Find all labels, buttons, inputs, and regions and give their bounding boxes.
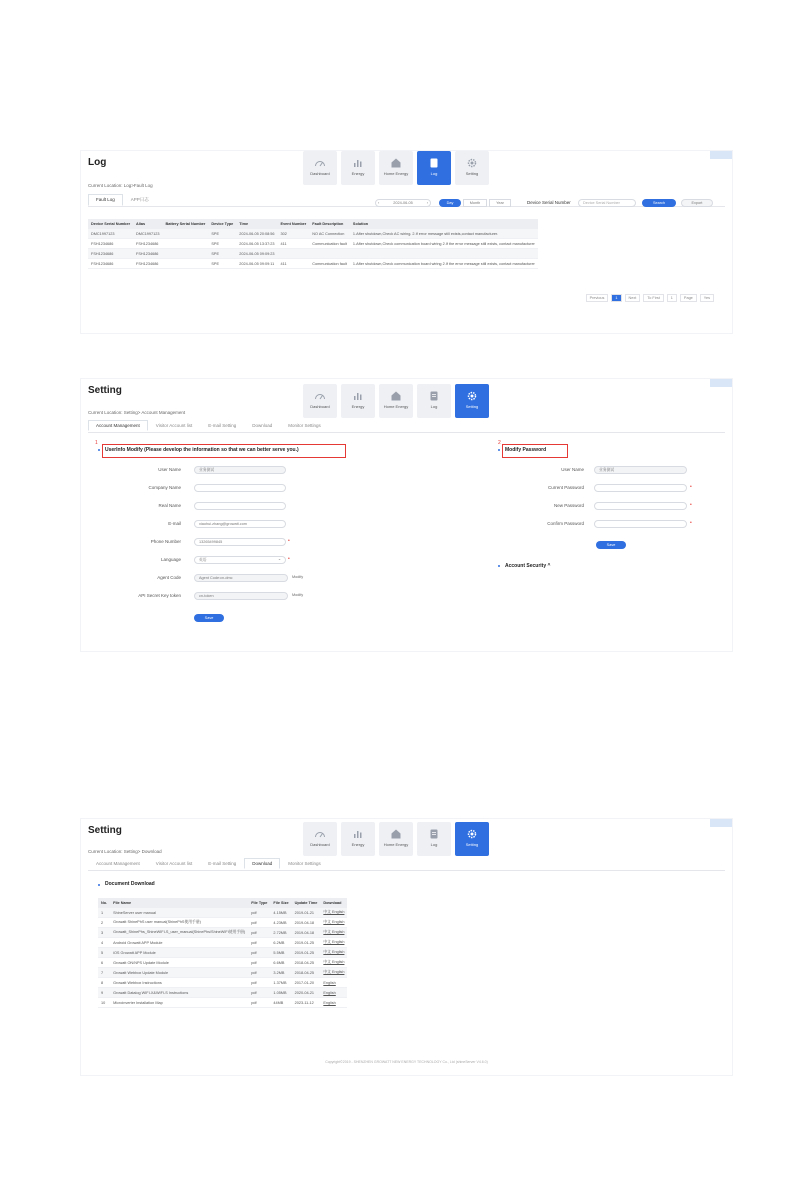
field-value: xiaohui.zhang@growatt.com <box>199 522 247 526</box>
password-field-label: Current Password <box>547 485 584 490</box>
chevron-right-icon[interactable]: › <box>426 201 428 205</box>
gear-icon <box>455 388 489 404</box>
table-cell: pdf <box>248 998 270 1008</box>
period-year-button[interactable]: Year <box>489 199 511 207</box>
section-bullet <box>498 449 500 451</box>
table-cell: 6.2MB <box>270 938 291 948</box>
tab-monitor-settings[interactable]: Monitor Settings <box>288 861 321 866</box>
section-bullet <box>98 449 100 451</box>
gauge-icon <box>303 155 337 171</box>
table-cell: 2018-04-25 <box>292 968 321 978</box>
table-cell[interactable]: 中文 English <box>320 958 347 968</box>
clipboard-icon <box>417 826 451 842</box>
nav-energy[interactable] <box>341 151 375 185</box>
password-input[interactable] <box>594 520 687 528</box>
field-label: Company Name <box>148 485 181 490</box>
table-cell: Communication fault <box>309 259 350 269</box>
page-title: Setting <box>88 385 122 396</box>
table-cell: FSH1234686 <box>133 249 162 259</box>
nav-log[interactable] <box>417 384 451 418</box>
corner-tag <box>710 151 732 159</box>
nav-dashboard[interactable] <box>303 822 337 856</box>
nav-setting[interactable] <box>455 822 489 856</box>
table-cell: 302 <box>278 229 310 239</box>
clipboard-icon <box>417 388 451 404</box>
field-value: 英语 <box>199 558 207 562</box>
column-header: No. <box>98 898 110 908</box>
section-bullet <box>98 884 100 886</box>
column-header: File Type <box>248 898 270 908</box>
nav-setting[interactable] <box>455 384 489 418</box>
table-cell: 2018-04-25 <box>292 958 321 968</box>
nav-label: Setting <box>465 842 479 847</box>
nav-home-energy[interactable] <box>379 151 413 185</box>
table-cell: pdf <box>248 938 270 948</box>
table-cell: SPE <box>208 249 236 259</box>
nav-label: Home Energy <box>383 842 409 847</box>
table-cell: pdf <box>248 988 270 998</box>
column-header: Time <box>236 219 277 229</box>
export-button[interactable]: Export <box>681 199 713 207</box>
table-cell: 2019-01-21 <box>292 908 321 918</box>
table-cell: FSH1234686 <box>88 239 133 249</box>
account-security-title[interactable] <box>505 563 550 569</box>
serial-label: Device Serial Number <box>527 200 571 205</box>
table-cell: Growatt_ShinePhs_ShineWIFI-S_user_manual(ShinePhs/ShineWIFI使用手册) <box>110 928 248 938</box>
nav-label: Dashboard <box>310 842 330 847</box>
table-cell: 8 <box>98 978 110 988</box>
column-header: Device Serial Number <box>88 219 133 229</box>
tab-monitor-settings[interactable]: Monitor Settings <box>288 423 321 428</box>
nav-setting[interactable] <box>455 151 489 185</box>
nav-label: Setting <box>465 171 479 176</box>
table-cell: 2024-06-05 13:37:23 <box>236 239 277 249</box>
nav-energy[interactable] <box>341 384 375 418</box>
date-picker[interactable] <box>375 199 431 207</box>
table-row <box>98 998 347 1008</box>
table-cell: 9 <box>98 988 110 998</box>
table-row <box>98 978 347 988</box>
table-cell: SPE <box>208 259 236 269</box>
table-cell: 5 <box>98 948 110 958</box>
breadcrumb: Current Location: Setting> Account Management <box>88 410 186 415</box>
modify-link[interactable]: Modify <box>292 575 304 579</box>
table-cell: pdf <box>248 928 270 938</box>
required-marker: • <box>288 556 290 562</box>
nav-energy[interactable] <box>341 822 375 856</box>
tab-e-mail-setting[interactable]: E-mail Setting <box>208 861 237 866</box>
table-cell <box>162 239 208 249</box>
nav-dashboard[interactable] <box>303 151 337 185</box>
table-cell: FSH1234686 <box>133 239 162 249</box>
language-select[interactable] <box>194 556 286 564</box>
field-label: Language <box>160 557 181 562</box>
pager-item[interactable]: Next <box>625 294 641 302</box>
log-panel <box>80 150 733 334</box>
chevron-left-icon[interactable]: ‹ <box>378 201 380 205</box>
serial-placeholder: Device Serial Number <box>583 201 620 205</box>
nav-label: Dashboard <box>310 404 330 409</box>
field-value: cn-token <box>199 594 214 598</box>
required-marker: • <box>690 484 692 490</box>
table-cell[interactable]: 中文 English <box>320 948 347 958</box>
table-cell: 44MB <box>270 998 291 1008</box>
field-label: E-mail <box>168 521 181 526</box>
tab-account-management[interactable]: Account Management <box>88 420 148 431</box>
password-input[interactable] <box>594 484 687 492</box>
tab-fault-log[interactable]: Fault Log <box>88 194 123 206</box>
table-cell: 2019-04-18 <box>292 918 321 928</box>
column-header: Fault Description <box>309 219 350 229</box>
table-cell: SPE <box>208 229 236 239</box>
password-input[interactable] <box>594 502 687 510</box>
tab-account-management[interactable]: Account Management <box>96 861 140 866</box>
corner-tag <box>710 379 732 387</box>
table-row <box>98 908 347 918</box>
table-cell: Growatt ShinePhS user manual(ShinePhS使用手册) <box>110 918 248 928</box>
table-cell: 411 <box>278 259 310 269</box>
password-field-label: User Name <box>561 467 584 472</box>
table-cell: pdf <box>248 918 270 928</box>
table-row <box>98 948 347 958</box>
table-cell: 6 <box>98 958 110 968</box>
footer-copyright: Copyright©2019 - SHENZHEN GROWATT NEW ENERGY TECHNOLOGY Co., Ltd (shineServer V4.6.0) <box>325 1060 488 1064</box>
table-cell: Growatt Datalog WIFI-X&WIFI-S Instructions <box>110 988 248 998</box>
table-cell: 1 <box>98 908 110 918</box>
bar-chart-icon <box>341 155 375 171</box>
field-label: API Secret Key token <box>138 593 181 598</box>
period-month-button[interactable]: Month <box>463 199 487 207</box>
table-cell: 2019-04-18 <box>292 928 321 938</box>
home-icon <box>379 826 413 842</box>
nav-log[interactable] <box>417 822 451 856</box>
table-row <box>98 968 347 978</box>
tab-download[interactable]: Download <box>252 423 273 428</box>
table-row <box>88 239 538 249</box>
setting-tabs <box>88 858 329 869</box>
tab-e-mail-setting[interactable]: E-mail Setting <box>208 423 237 428</box>
table-cell[interactable]: 中文 English <box>320 908 347 918</box>
nav-label: Setting <box>465 404 479 409</box>
table-cell[interactable]: 中文 English <box>320 918 347 928</box>
table-cell: Growatt Webbox Instructions <box>110 978 248 988</box>
column-header: File Name <box>110 898 248 908</box>
password-field-label: New Password <box>553 503 584 508</box>
pager-item[interactable]: 1 <box>611 294 621 302</box>
table-cell[interactable]: English <box>320 978 347 988</box>
table-cell: 4 <box>98 938 110 948</box>
field-input[interactable] <box>194 538 286 546</box>
table-row <box>98 918 347 928</box>
chevron-down-icon: ⌄ <box>277 557 281 561</box>
table-cell[interactable]: English <box>320 988 347 998</box>
nav-home-energy[interactable] <box>379 822 413 856</box>
bar-chart-icon <box>341 388 375 404</box>
nav-label: Log <box>430 842 438 847</box>
date-value: 2024-06-05 <box>393 201 413 205</box>
field-value: 业务测试 <box>199 468 215 472</box>
table-cell: 1.After shutdown,Check communication board wiring 2.If the error message still exists, contact manufacturer <box>350 259 538 269</box>
column-header: Solution <box>350 219 538 229</box>
table-cell: 10 <box>98 998 110 1008</box>
table-cell <box>278 249 310 259</box>
nav-label: Home Energy <box>383 171 409 176</box>
table-cell: 2019-01-25 <box>292 948 321 958</box>
tab-visitor-account-list[interactable]: Visitor Account list <box>155 423 193 428</box>
nav-label: Log <box>430 171 438 176</box>
nav-label: Log <box>430 404 438 409</box>
password-save-button[interactable]: Save <box>596 541 626 549</box>
password-field-label: Confirm Password <box>547 521 584 526</box>
table-cell: Android Growatt APP Module <box>110 938 248 948</box>
nav-dashboard[interactable] <box>303 384 337 418</box>
fault-log-table <box>88 219 538 269</box>
field-value: 业务测试 <box>599 468 615 472</box>
username-field <box>594 466 687 474</box>
table-cell <box>309 249 350 259</box>
table-cell: Communication fault <box>309 239 350 249</box>
table-cell: Microinverter Installation Map <box>110 998 248 1008</box>
table-cell: 2024-06-05 09:09:23 <box>236 249 277 259</box>
column-header: Battery Serial Number <box>162 219 208 229</box>
tab-visitor-account-list[interactable]: Visitor Account list <box>155 861 193 866</box>
column-header: Event Number <box>278 219 310 229</box>
field-input[interactable] <box>194 484 286 492</box>
marker-2: 2 <box>498 440 501 446</box>
column-header: Download <box>320 898 347 908</box>
table-cell: 2024-06-05 09:09:11 <box>236 259 277 269</box>
field-label: User Name <box>158 467 181 472</box>
tab-download[interactable]: Download <box>244 858 280 869</box>
table-cell: 1.After shutdown,Check AC wiring. 2.If error message still exists,contact manufacturer. <box>350 229 538 239</box>
gauge-icon <box>303 388 337 404</box>
table-cell: 2017-01-20 <box>292 978 321 988</box>
column-header: Alias <box>133 219 162 229</box>
tab-app-log[interactable]: APP日志 <box>130 197 149 202</box>
field-label: Agent Code <box>157 575 181 580</box>
table-cell: FSH1234686 <box>88 259 133 269</box>
table-cell: 1.05MB <box>270 988 291 998</box>
table-cell: Growatt ON/NPS Update Module <box>110 958 248 968</box>
table-cell: pdf <box>248 968 270 978</box>
table-cell: 7 <box>98 968 110 978</box>
table-cell: 3 <box>98 928 110 938</box>
pagination <box>586 294 714 302</box>
main-nav <box>303 822 489 856</box>
field-label: Real Name <box>158 503 181 508</box>
required-marker: • <box>690 520 692 526</box>
bar-chart-icon <box>341 826 375 842</box>
table-cell: 2 <box>98 918 110 928</box>
table-header <box>98 898 347 908</box>
table-cell: 2023-11-12 <box>292 998 321 1008</box>
table-cell: pdf <box>248 908 270 918</box>
column-header: Device Type <box>208 219 236 229</box>
userinfo-title: UserInfo Modify (Please develop the information so that we can better serve you.) <box>105 447 299 453</box>
nav-label: Energy <box>351 171 365 176</box>
table-cell: DMC1997123 <box>133 229 162 239</box>
table-cell: 5.5MB <box>270 948 291 958</box>
table-cell: Growatt Webbox Update Module <box>110 968 248 978</box>
account-security-label: Account Security <box>505 563 547 569</box>
table-cell: 411 <box>278 239 310 249</box>
password-title: Modify Password <box>505 447 547 453</box>
setting-tabs <box>88 420 329 431</box>
field-input[interactable] <box>194 502 286 510</box>
gear-icon <box>455 155 489 171</box>
table-cell[interactable]: 中文 English <box>320 928 347 938</box>
download-panel <box>80 818 733 1076</box>
nav-label: Dashboard <box>310 171 330 176</box>
table-row <box>88 229 538 239</box>
table-cell[interactable]: 中文 English <box>320 938 347 948</box>
gear-icon <box>455 826 489 842</box>
serial-input[interactable] <box>578 199 636 207</box>
chevron-up-icon[interactable]: ^ <box>547 563 551 569</box>
table-cell: 1.After shutdown,Check communication board wiring 2.If the error message still exists, contact manufacturer <box>350 239 538 249</box>
table-row <box>98 938 347 948</box>
table-cell <box>162 229 208 239</box>
table-cell: 2020-04-21 <box>292 988 321 998</box>
gauge-icon <box>303 826 337 842</box>
field-input[interactable] <box>194 520 286 528</box>
main-nav <box>303 384 489 418</box>
table-cell: 6.6MB <box>270 958 291 968</box>
document-table <box>98 898 347 1008</box>
field-input[interactable] <box>194 592 288 600</box>
table-row <box>98 988 347 998</box>
page-title: Log <box>88 157 107 168</box>
table-cell: iOS Growatt APP Module <box>110 948 248 958</box>
period-day-button[interactable]: Day <box>439 199 461 207</box>
home-icon <box>379 155 413 171</box>
table-cell[interactable]: English <box>320 998 347 1008</box>
pager-item[interactable]: Yes <box>700 294 714 302</box>
table-row <box>98 928 347 938</box>
home-icon <box>379 388 413 404</box>
nav-label: Energy <box>351 404 365 409</box>
pager-item[interactable]: Page <box>680 294 697 302</box>
table-cell: NO AC Connection <box>309 229 350 239</box>
table-cell: 1.37MB <box>270 978 291 988</box>
table-row <box>98 958 347 968</box>
column-header: File Size <box>270 898 291 908</box>
setting-panel <box>80 378 733 652</box>
table-cell: SPE <box>208 239 236 249</box>
table-row <box>88 259 538 269</box>
search-button[interactable]: Search <box>642 199 676 207</box>
breadcrumb: Current Location: Log>Fault Log <box>88 183 153 188</box>
field-input <box>194 466 286 474</box>
page-title: Setting <box>88 825 122 836</box>
table-cell: 3.2MB <box>270 968 291 978</box>
nav-label: Home Energy <box>383 404 409 409</box>
field-label: Phone Number <box>150 539 181 544</box>
marker-1: 1 <box>95 440 98 446</box>
document-download-title: Document Download <box>105 881 155 887</box>
log-tabs <box>88 194 157 206</box>
section-bullet <box>498 565 500 567</box>
nav-label: Energy <box>351 842 365 847</box>
pager-item[interactable]: 1 <box>667 294 677 302</box>
table-cell: FSH1234686 <box>133 259 162 269</box>
table-cell: 2019-01-25 <box>292 938 321 948</box>
breadcrumb: Current Location: Setting> Download <box>88 849 162 854</box>
clipboard-icon <box>417 155 451 171</box>
table-cell: ShineServer user manual <box>110 908 248 918</box>
required-marker: • <box>690 502 692 508</box>
pager-item[interactable]: To First <box>643 294 663 302</box>
table-row <box>88 249 538 259</box>
main-nav <box>303 151 489 185</box>
table-cell: pdf <box>248 948 270 958</box>
corner-tag <box>710 819 732 827</box>
required-marker: • <box>288 538 290 544</box>
modify-link[interactable]: Modify <box>292 593 304 597</box>
table-cell <box>162 249 208 259</box>
table-cell: pdf <box>248 978 270 988</box>
table-cell <box>162 259 208 269</box>
table-cell: 4.23MB <box>270 918 291 928</box>
tabs-divider <box>88 870 725 871</box>
pager-item[interactable]: Previous <box>586 294 609 302</box>
table-cell: FSH1234686 <box>88 249 133 259</box>
table-header <box>88 219 538 229</box>
table-cell: pdf <box>248 958 270 968</box>
table-cell: DMC1997123 <box>88 229 133 239</box>
nav-log[interactable] <box>417 151 451 185</box>
table-cell: 2.72MB <box>270 928 291 938</box>
table-cell[interactable]: 中文 English <box>320 968 347 978</box>
userinfo-save-button[interactable]: Save <box>194 614 224 622</box>
table-cell: 4.15MB <box>270 908 291 918</box>
field-value: 13265499845 <box>199 540 223 544</box>
tabs-divider <box>88 432 725 433</box>
table-cell: 2024-06-05 20:08:56 <box>236 229 277 239</box>
nav-home-energy[interactable] <box>379 384 413 418</box>
table-cell <box>350 249 538 259</box>
field-input[interactable] <box>194 574 288 582</box>
column-header: Update Time <box>292 898 321 908</box>
field-value: Agent Code:cn-dmc <box>199 576 233 580</box>
